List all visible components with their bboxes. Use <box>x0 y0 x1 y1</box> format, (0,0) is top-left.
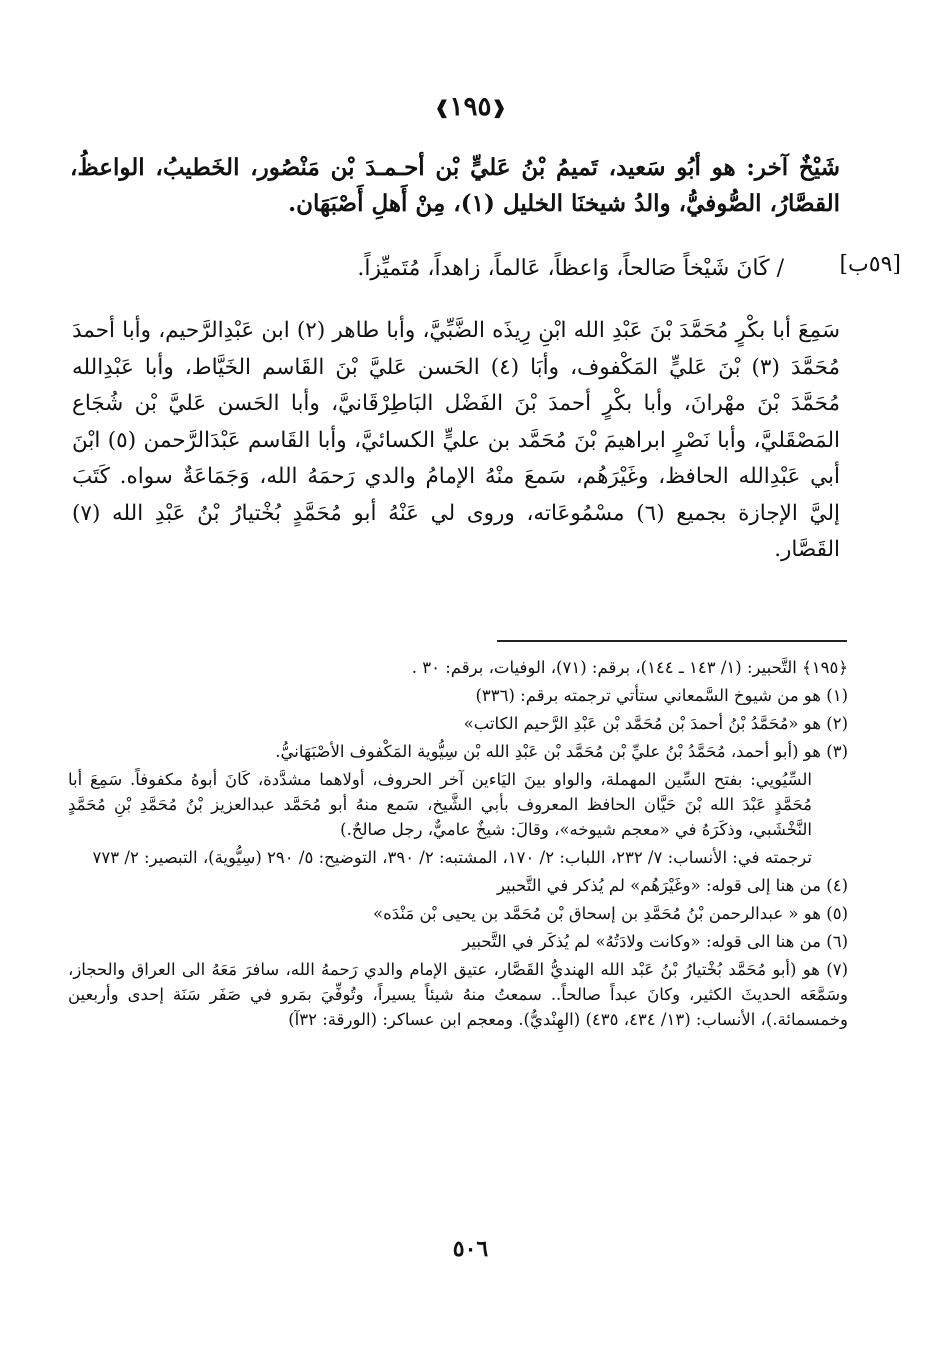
footnote-4: (٤) من هنا إلى قوله: «وغَيْرَهُم» لم يُذكر في التَّحبير <box>497 876 848 895</box>
footnote-3-detail: السِّيُويي: بفتح السِّين المهملة، والواو بينَ اليَاءين آخر الحروف، أولاهما مشدَّدة، كَانَ أبوهُ مكفوفاً. سَمِعَ أبا مُحَمَّدٍ عَبْدَ الله بْنَ حَيَّان الحافظ المعروف بأبي الشَّيخ، سَمع منهُ أبو مُحَمَّد عبدالعزيز بْنُ مُحَمَّدِ بْنِ مُحَمَّدٍ النَّخْشَبي، وذكَرَهُ في «معجم شيوخه»، وقالَ: شيخٌ عاميٌّ، رجل صالحٌ.) <box>68 770 812 839</box>
entry-number-heading <box>0 92 941 122</box>
folio-marker: [٥٩ب] <box>839 252 901 277</box>
footnote-3-sources: ترجمته في: الأنساب: ٧/ ٢٣٢، اللباب: ٢/ ١٧٠، المشتبه: ٢/ ٣٩٠، التوضيح: ٥/ ٢٩٠ (سِيُّوية)، التبصير: ٢/ ٧٧٣ <box>92 848 812 867</box>
footnote-2: (٢) هو «مُحَمَّدُ بْنُ أحمدَ بْن مُحَمَّد بْن عَبْدِ الرَّحيم الكاتب» <box>463 714 848 733</box>
biography-heading: شَيْخٌ آخر: هو أبُو سَعيد، تَميمُ بْنُ عَليٍّ بْن أحـمـدَ بْن مَنْصُور، الخَطيبُ، الواعظُ، القصَّارُ، الصُّوفيُّ، والدُ شيخنَا الخليل (١)، مِنْ أَهلِ أَصْبَهَان. <box>70 154 840 217</box>
biography-body: سَمِعَ أبا بكْرٍ مُحَمَّدَ بْنَ عَبْدِ الله ابْنِ رِيذَه الضَّبِّيَّ، وأبا طاهر (٢) ابن عَبْدِالرَّحيم، وأبا أحمدَ مُحَمَّدَ (٣) بْنَ عَليٍّ المَكْفوف، وأبَا (٤) الحَسن عَليَّ بْنَ القَاسم الخَيَّاط، وأبا عَبْدِالله مُحَمَّدَ بْنَ مهْرانَ، وأبا بكْرٍ أحمدَ بْنَ الفَضْل البَاطِرْقَانيَّ، وأبا الحَسن عَليَّ بْن شُجَاع المَصْقَليَّ، وأبا نَصْرٍ ابراهيمَ بْنَ مُحَمَّد بن عليٍّ الكسائيَّ، وأبا القَاسم عَبْدَالرَّحمن (٥) ابْنَ أبي عَبْدِالله الحافظ، وغَيْرَهُم، سَمعَ منْهُ الإمامُ والدي رَحمَهُ الله، وَجَمَاعَةٌ سواه. كَتَبَ إليَّ الإجازة بجميع (٦) مسْمُوعَاته، وروى لي عَنْهُ أبو مُحَمَّدٍ بُخْتيارُ بْنُ عَبْدِ الله (٧) القَصَّار. <box>72 318 841 562</box>
biography-description: / كَانَ شَيْخاً صَالحاً، وَاعظاً، عَالماً، زاهداً، مُتَميِّزاً. <box>357 256 784 281</box>
ornament-icon: ❱ <box>434 97 450 119</box>
footnote-7: (٧) هو (أبو مُحَمَّد بُخْتيارُ بْنُ عَبْد الله الهنديُّ القَصَّار، عتيق الإمام والدي رَحمهُ الله، سافرَ مَعَهُ الى العراق والحجاز، وسَمَّعَه الحديثَ الكثير، وكانَ عبداً صالحاً.. سمعتُ منهُ شيئاً يسيراً، وتُوفِّيَ بمَرو في صَفَر سَنَة إحدى وأربعين وخمسمائة.)، الأنساب: (١٣/ ٤٣٤، ٤٣٥) (الهِنْديُّ). ومعجم ابن عساكر: (الورقة: ٣٢آ) <box>68 960 848 1029</box>
ornament-icon: ❰ <box>491 97 507 119</box>
footnote-divider <box>497 640 847 642</box>
footnote-6: (٦) من هنا الى قوله: «وكانت ولادَتُهُ» لم يُذكَر في التَّحبير <box>462 932 848 951</box>
footnote-5: (٥) هو « عبدالرحمن بْنُ مُحَمَّدِ بن إسحاق بْن مُحَمَّد بن يحيى بْن مَنْدَه» <box>373 904 848 923</box>
entry-number: ١٩٥ <box>449 92 492 122</box>
footnotes <box>68 655 848 1035</box>
footnote-takhrij: ﴿١٩٥﴾ التَّحبير: (١/ ١٤٣ ـ ١٤٤)، برقم: (٧١)، الوفيات، برقم: ٣٠ . <box>411 658 848 677</box>
footnote-3: (٣) هو (أبو أحمد، مُحَمَّدُ بْنُ عليِّ بْن مُحَمَّد بْن عَبْدِ الله بْن سِيُّوية المَكْفوف الأصْبَهَانيُّ. <box>275 742 848 761</box>
page-number: ٥٠٦ <box>452 1236 489 1262</box>
footnote-1: (١) هو من شيوخ السَّمعاني ستأتي ترجمته برقم: (٣٣٦) <box>475 686 848 705</box>
